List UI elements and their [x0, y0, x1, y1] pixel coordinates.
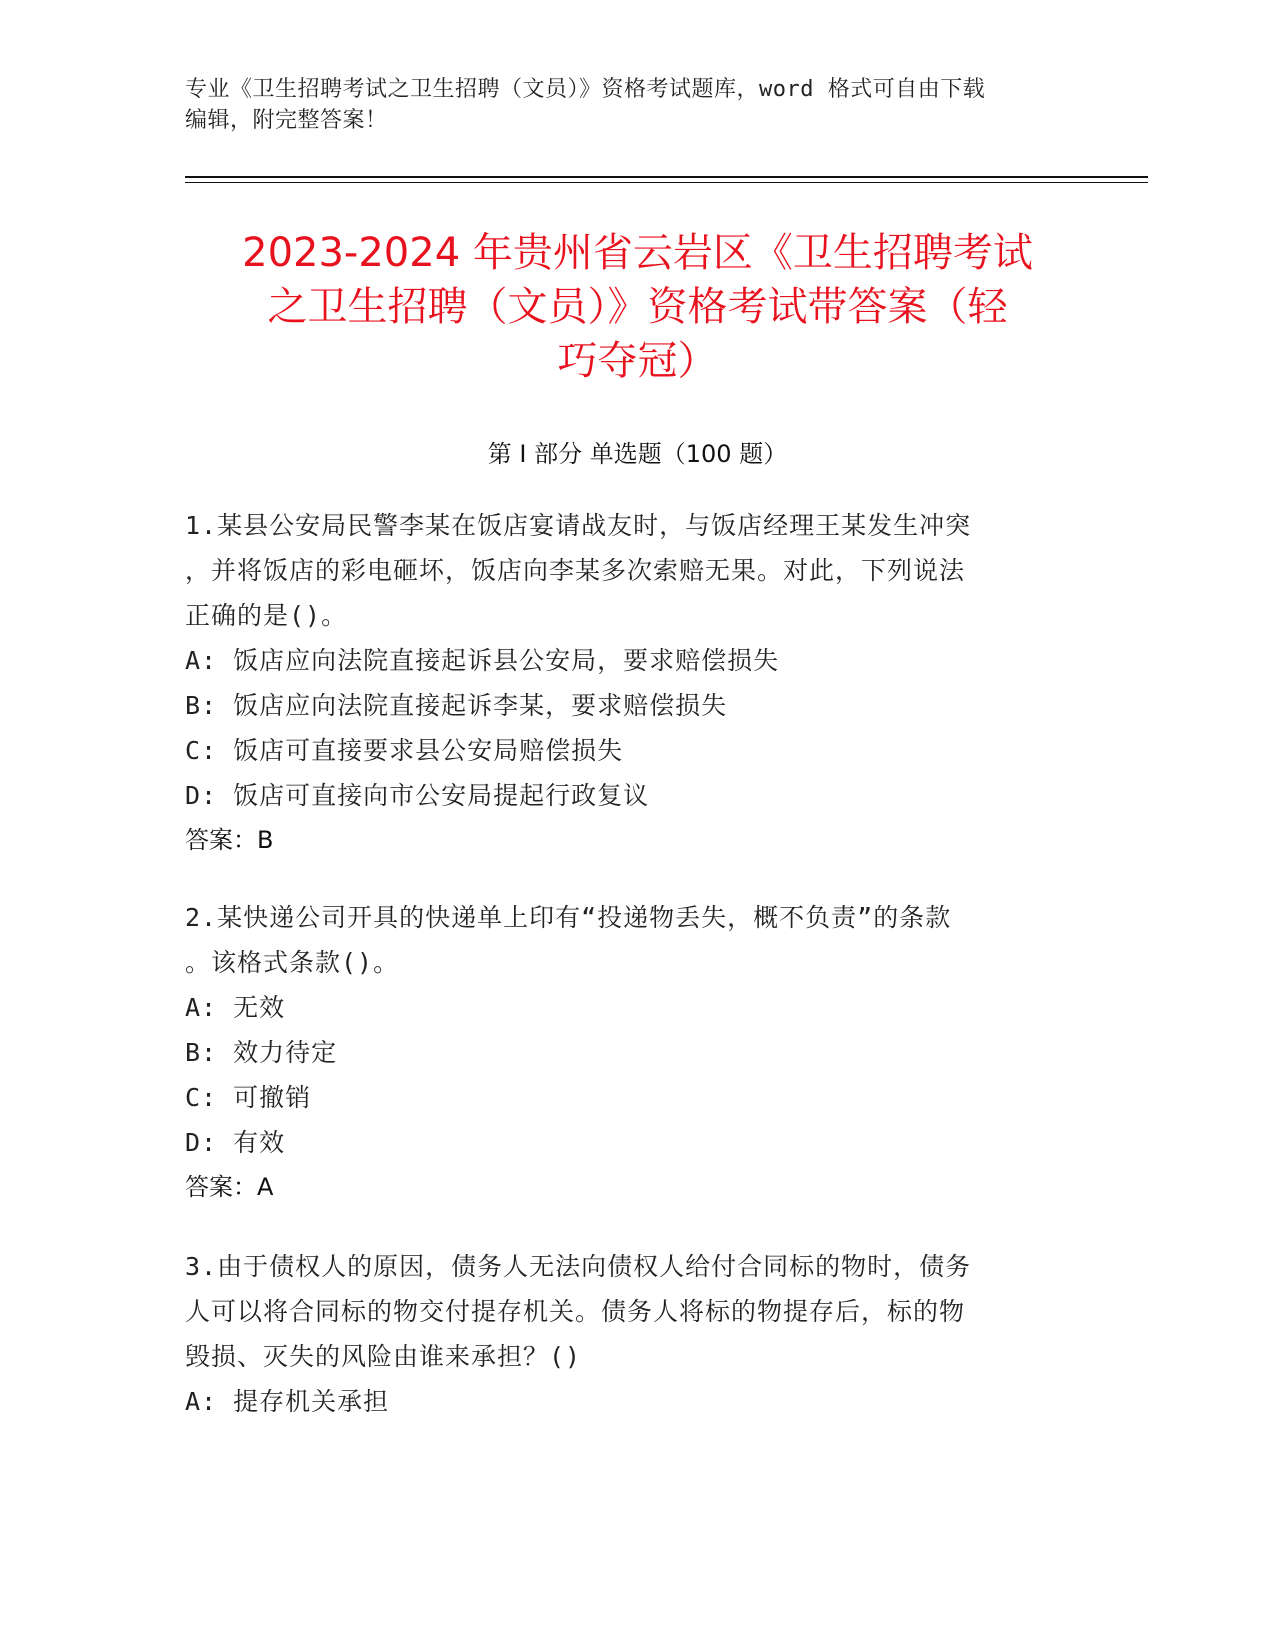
option-d: D: 饭店可直接向市公安局提起行政复议 — [185, 781, 650, 810]
option-b: B: 饭店应向法院直接起诉李某，要求赔偿损失 — [185, 691, 728, 720]
header-note-line: 编辑，附完整答案！ — [185, 108, 388, 133]
header-note-line: 专业《卫生招聘考试之卫生招聘（文员）》资格考试题库，word 格式可自由下载 — [185, 77, 986, 102]
option-a: A: 饭店应向法院直接起诉县公安局，要求赔偿损失 — [185, 646, 780, 675]
question-2 — [185, 895, 1065, 1210]
option-d: D: 有效 — [185, 1128, 286, 1157]
option-c: C: 可撤销 — [185, 1083, 312, 1112]
title-line: 2023-2024 年贵州省云岩区《卫生招聘考试 — [242, 230, 1033, 276]
question-stem-line: 3.由于债权人的原因，债务人无法向债权人给付合同标的物时，债务 — [185, 1252, 972, 1281]
title-line: 之卫生招聘（文员）》资格考试带答案（轻 — [267, 284, 1008, 330]
document-title — [130, 226, 1145, 388]
question-stem-line: 人可以将合同标的物交付提存机关。债务人将标的物提存后，标的物 — [185, 1297, 966, 1326]
answer: 答案：A — [185, 1173, 274, 1201]
question-stem-line: 正确的是()。 — [185, 601, 348, 630]
header-divider-thick — [185, 176, 1148, 178]
option-c: C: 饭店可直接要求县公安局赔偿损失 — [185, 736, 624, 765]
question-3 — [185, 1244, 1065, 1424]
answer: 答案：B — [185, 826, 274, 854]
question-stem-line: 2.某快递公司开具的快递单上印有“投递物丢失，概不负责”的条款 — [185, 903, 952, 932]
section-heading: 第 I 部分 单选题（100 题） — [487, 440, 788, 468]
option-b: B: 效力待定 — [185, 1038, 338, 1067]
option-a: A: 无效 — [185, 993, 286, 1022]
question-stem-line: 毁损、灭失的风险由谁来承担？() — [185, 1342, 582, 1371]
question-stem-line: 。该格式条款()。 — [185, 948, 400, 977]
header-note — [185, 74, 1065, 136]
title-line: 巧夺冠） — [557, 338, 718, 384]
question-1 — [185, 503, 1065, 863]
question-stem-line: ，并将饭店的彩电砸坏，饭店向李某多次索赔无果。对此，下列说法 — [185, 556, 966, 585]
question-stem-line: 1.某县公安局民警李某在饭店宴请战友时，与饭店经理王某发生冲突 — [185, 511, 972, 540]
header-divider-thin — [185, 182, 1148, 183]
option-a: A: 提存机关承担 — [185, 1387, 390, 1416]
